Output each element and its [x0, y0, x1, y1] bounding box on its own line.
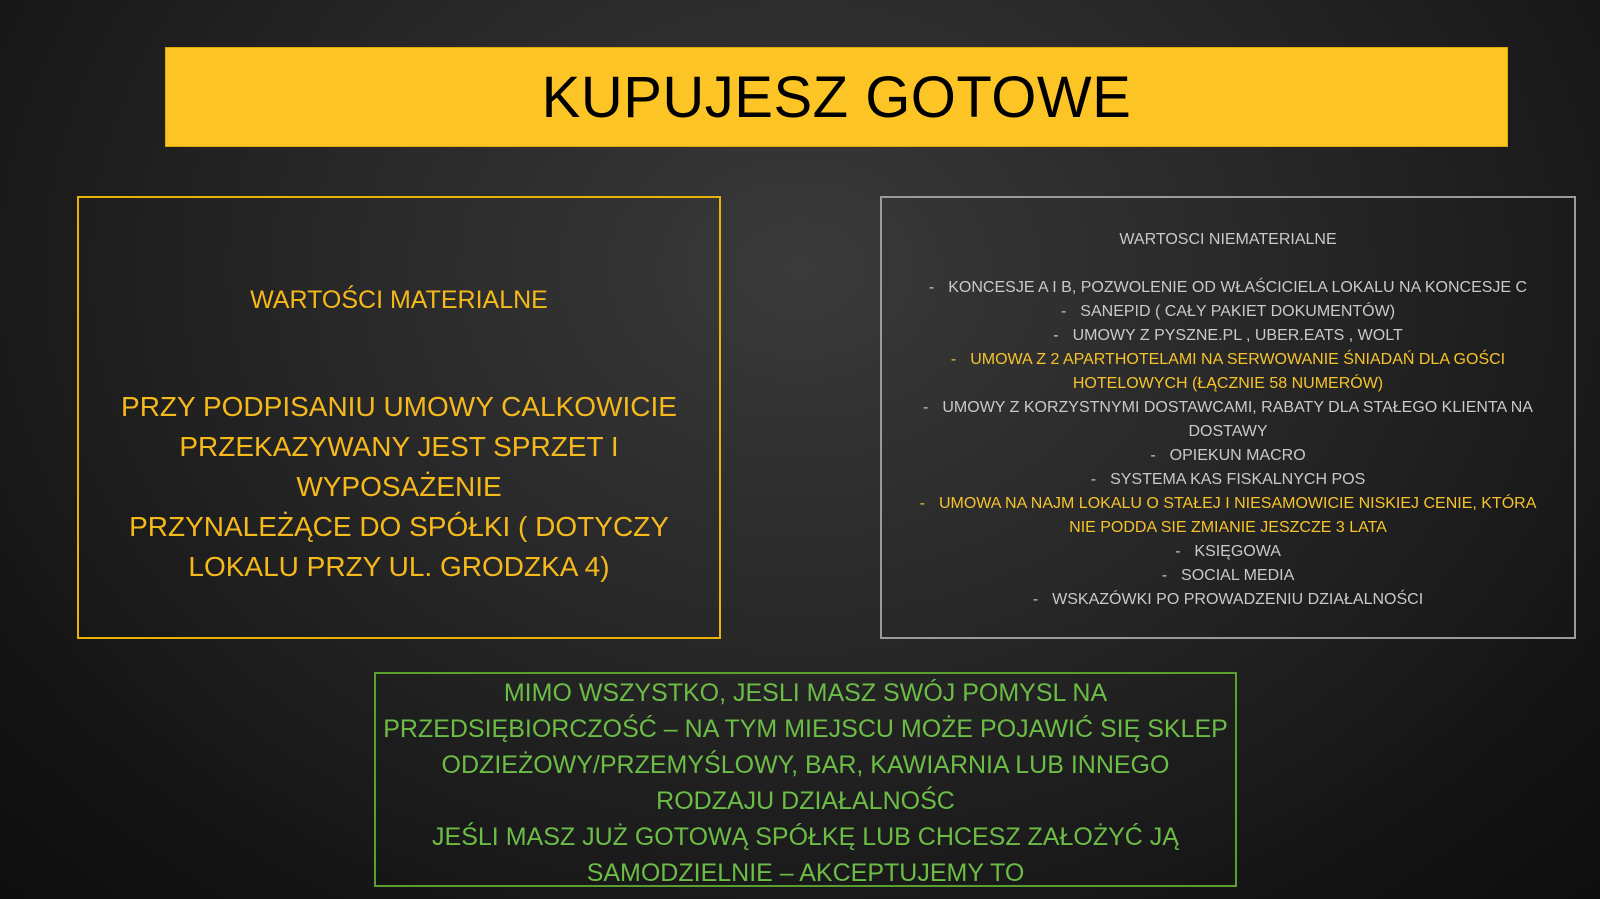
intangible-item-text: UMOWY Z KORZYSTNYMI DOSTAWCAMI, RABATY DLA STAŁEGO KLIENTA NA	[942, 399, 1533, 416]
intangible-item	[892, 564, 1564, 588]
note-line: ODZIEŻOWY/PRZEMYŚLOWY, BAR, KAWIARNIA LUB INNEGO	[441, 751, 1170, 779]
intangible-item-text: UMOWA Z 2 APARTHOTELAMI NA SERWOWANIE ŚNIADAŃ DLA GOŚCI	[970, 351, 1506, 368]
intangible-item-text: DOSTAWY	[1188, 423, 1268, 440]
intangible-item-text: WSKAZÓWKI PO PROWADZENIU DZIAŁALNOŚCI	[1052, 591, 1424, 608]
material-line: LOKALU PRZY UL. GRODZKA 4)	[188, 551, 610, 582]
list-dash: -	[950, 351, 957, 368]
material-line: PRZYNALEŻĄCE DO SPÓŁKI ( DOTYCZY	[129, 511, 669, 542]
title-banner	[165, 47, 1508, 147]
intangible-item	[892, 396, 1564, 420]
note-line: PRZEDSIĘBIORCZOŚĆ – NA TYM MIEJSCU MOŻE POJAWIĆ SIĘ SKLEP	[383, 715, 1228, 743]
intangible-values-list	[882, 276, 1574, 612]
note-line: MIMO WSZYSTKO, JESLI MASZ SWÓJ POMYSL NA	[503, 679, 1108, 707]
intangible-item-text: SANEPID ( CAŁY PAKIET DOKUMENTÓW)	[1080, 303, 1396, 320]
note-line: JEŚLI MASZ JUŻ GOTOWĄ SPÓŁKĘ LUB CHCESZ ZAŁOŻYĆ JĄ	[432, 823, 1179, 851]
intangible-item	[892, 444, 1564, 468]
intangible-item-text: KSIĘGOWA	[1194, 543, 1281, 560]
note-line: RODZAJU DZIAŁALNOŚC	[656, 787, 955, 815]
list-dash: -	[1175, 543, 1181, 560]
intangible-item-text: UMOWY Z PYSZNE.PL , UBER.EATS , WOLT	[1072, 327, 1403, 344]
intangible-values-box	[880, 196, 1576, 639]
intangible-item-text: OPIEKUN MACRO	[1169, 447, 1306, 464]
intangible-item	[892, 492, 1564, 516]
material-line: PRZY PODPISANIU UMOWY CALKOWICIE	[121, 391, 677, 422]
intangible-item	[892, 540, 1564, 564]
intangible-item-text: SYSTEMA KAS FISKALNYCH POS	[1110, 471, 1366, 488]
intangible-item-text: HOTELOWYCH (ŁĄCZNIE 58 NUMERÓW)	[1072, 375, 1384, 392]
list-dash: -	[919, 495, 925, 512]
list-dash: -	[923, 399, 929, 416]
list-dash: -	[1150, 447, 1156, 464]
intangible-item	[892, 276, 1564, 300]
intangible-item	[892, 348, 1564, 372]
intangible-item	[892, 300, 1564, 324]
intangible-item	[892, 468, 1564, 492]
material-values-box	[77, 196, 721, 639]
list-dash: -	[1060, 303, 1067, 320]
intangible-item-text: UMOWA NA NAJM LOKALU O STAŁEJ I NIESAMOWICIE NISKIEJ CENIE, KTÓRA	[938, 495, 1537, 512]
note-line: SAMODZIELNIE – AKCEPTUJEMY TO	[586, 859, 1025, 887]
intangible-item	[892, 324, 1564, 348]
intangible-item	[892, 372, 1564, 396]
intangible-item-text: KONCESJE A I B, POZWOLENIE OD WŁAŚCICIELA LOKALU NA KONCESJE C	[948, 279, 1528, 296]
note-box	[374, 672, 1237, 887]
intangible-item-text: SOCIAL MEDIA	[1181, 567, 1295, 584]
list-dash: -	[1053, 327, 1059, 344]
list-dash: -	[1090, 471, 1097, 488]
list-dash: -	[1032, 591, 1039, 608]
intangible-item	[892, 588, 1564, 612]
material-values-heading: WARTOŚCI MATERIALNE	[250, 286, 548, 314]
list-dash: -	[928, 279, 935, 296]
intangible-values-heading: WARTOSCI NIEMATERIALNE	[1119, 231, 1337, 248]
material-line: PRZEKAZYWANY JEST SPRZET I WYPOSAŻENIE	[179, 431, 619, 502]
intangible-item	[892, 420, 1564, 444]
intangible-item	[892, 516, 1564, 540]
list-dash: -	[1161, 567, 1168, 584]
material-values-body	[79, 387, 719, 587]
intangible-item-text: NIE PODDA SIE ZMIANIE JESZCZE 3 LATA	[1069, 519, 1387, 536]
slide-title: KUPUJESZ GOTOWE	[541, 64, 1132, 130]
